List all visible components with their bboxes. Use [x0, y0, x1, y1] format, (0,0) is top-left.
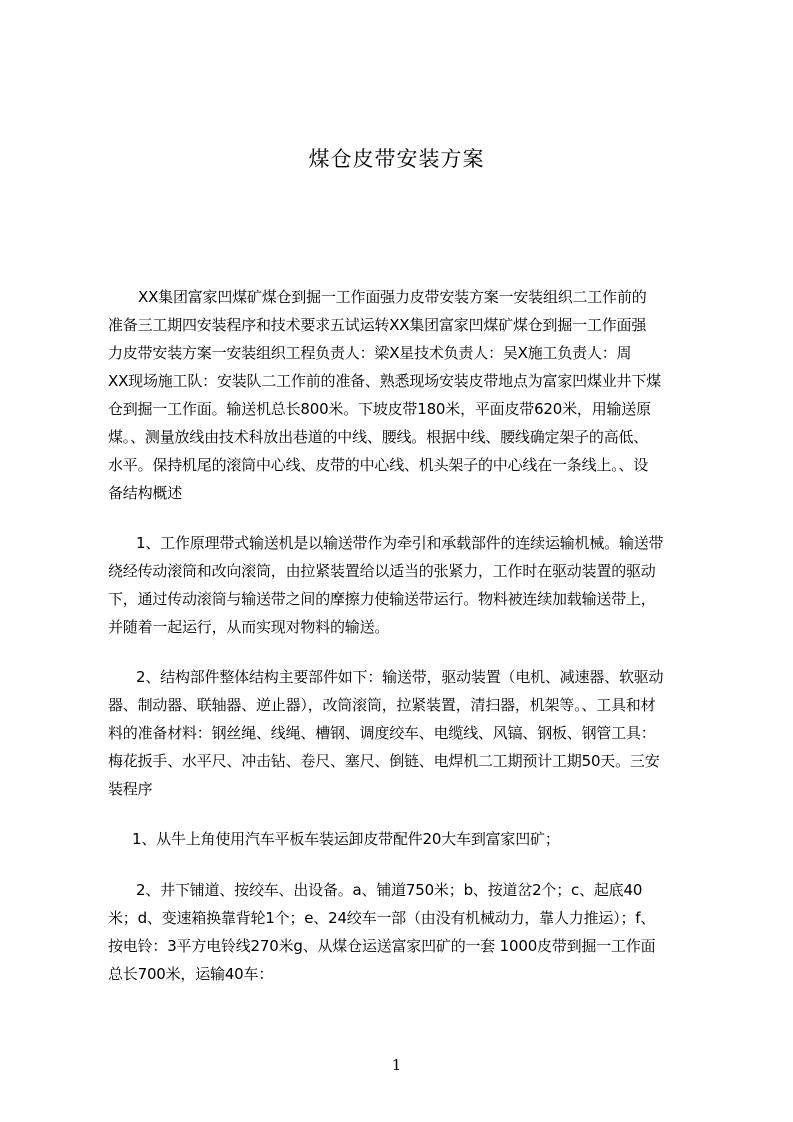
page-title: 煤仓皮带安装方案 [308, 147, 485, 171]
paragraph-1-line-1: XX集团富家凹煤矿煤仓到掘一工作面强力皮带安装方案一安装组织二工作前的 [138, 288, 647, 306]
paragraph-5-line-4: 总长700米，运输40车： [108, 965, 274, 983]
page-number: 1 [391, 1056, 402, 1074]
paragraph-1-line-2: 准备三工期四安装程序和技术要求五试运转XX集团富家凹煤矿煤仓到掘一工作面强 [108, 316, 647, 334]
paragraph-2-line-3: 下，通过传动滚筒与输送带之间的摩擦力使输送带运行。物料被连续加载输送带上， [108, 590, 656, 608]
paragraph-1-line-6: 煤。、测量放线由技术科放出巷道的中线、腰线。根据中线、腰线确定架子的高低、 [108, 428, 649, 446]
paragraph-5-line-1: 2、井下铺道、按绞车、出设备。a、铺道750米；b、按道岔2个；c、起底40 [136, 881, 643, 899]
paragraph-3-line-5: 装程序 [108, 780, 153, 798]
paragraph-3-line-1: 2、结构部件整体结构主要部件如下：输送带，驱动装置（电机、减速器、软驱动 [136, 668, 664, 686]
paragraph-1-line-7: 水平。保持机尾的滚筒中心线、皮带的中心线、机头架子的中心线在一条线上。、设 [108, 456, 649, 474]
paragraph-1-line-8: 备结构概述 [108, 484, 183, 502]
paragraph-2-line-2: 绕经传动滚筒和改向滚筒，由拉紧装置给以适当的张紧力，工作时在驱动装置的驱动 [108, 562, 656, 580]
paragraph-3-line-2: 器、制动器、联轴器、逆止器），改筒滚筒，拉紧装置，清扫器，机架等。、工具和材 [108, 696, 656, 714]
paragraph-1-line-5: 仓到掘一工作面。输送机总长800米。下坡皮带180米，平面皮带620米，用输送原 [108, 400, 651, 418]
paragraph-3-line-4: 梅花扳手、水平尺、冲击钻、卷尺、塞尺、倒链、电焊机二工期预计工期50天。三安 [108, 752, 660, 770]
paragraph-2-line-1: 1、工作原理带式输送机是以输送带作为牵引和承载部件的连续运输机械。输送带 [136, 534, 664, 552]
paragraph-1-line-4: XX现场施工队：安装队二工作前的准备、熟悉现场安装皮带地点为富家凹煤业井下煤 [108, 372, 661, 390]
paragraph-4-line-1: 1、从牛上角使用汽车平板车装运卸皮带配件20大车到富家凹矿； [132, 830, 560, 848]
paragraph-3-line-3: 料的准备材料：钢丝绳、线绳、槽钢、调度绞车、电缆线、风镐、钢板、钢管工具： [108, 724, 656, 742]
paragraph-5-line-3: 按电铃：3平方电铃线270米g、从煤仓运送富家凹矿的一套 1000皮带到掘一工作面 [108, 937, 656, 955]
paragraph-2-line-4: 并随着一起运行，从而实现对物料的输送。 [108, 618, 390, 636]
paragraph-5-line-2: 米；d、变速箱换靠背轮1个；e、24绞车一部（由没有机械动力，靠人力推运）；f、 [108, 909, 656, 927]
paragraph-1-line-3: 力皮带安装方案一安装组织工程负责人：梁X星技术负责人：吴X施工负责人：周 [108, 344, 632, 362]
